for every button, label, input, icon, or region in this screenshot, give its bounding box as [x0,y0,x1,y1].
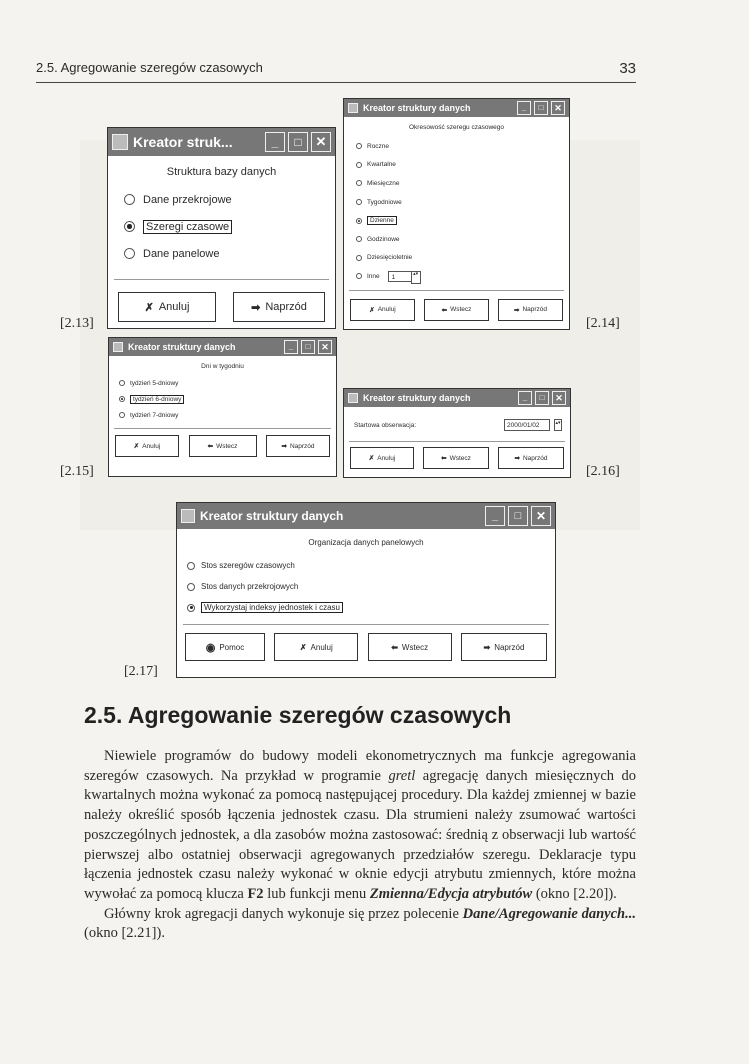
radio-button[interactable] [119,380,125,386]
running-head-title: 2.5. Agregowanie szeregów czasowych [36,60,263,75]
arrow-left-icon: ⬅ [441,306,448,314]
close-icon[interactable]: ✕ [531,506,551,526]
minimize-icon[interactable]: _ [485,506,505,526]
next-button[interactable]: ➡ Naprzód [498,447,564,469]
option-stacked-time-series[interactable]: Stos szeregów czasowych [187,555,555,576]
header-rule [36,82,636,83]
maximize-icon[interactable]: □ [288,132,308,152]
window-2-17 [176,502,556,678]
x-icon: ✗ [369,306,375,314]
key-name: F2 [247,885,264,902]
minimize-icon[interactable]: _ [284,340,298,354]
arrow-right-icon: ➡ [513,306,520,314]
page-number: 33 [619,60,636,77]
radio-button[interactable] [356,199,362,205]
panel-options [177,547,555,618]
option-other[interactable]: Inne 1 ▴▾ [356,267,569,286]
arrow-right-icon: ➡ [514,455,520,462]
button-row [344,291,569,321]
option-cross-section[interactable]: Dane przekrojowe [124,186,335,213]
start-observation-input[interactable]: 2000/01/02 [504,419,550,431]
option-hourly[interactable]: Godzinowe [356,230,569,249]
cancel-button[interactable]: ✗ Anuluj [350,447,414,469]
window-title: Kreator struktury danych [200,509,344,523]
back-button[interactable]: ⬅ Wstecz [423,447,489,469]
start-observation-row [344,407,570,431]
menu-path: Zmienna/Edycja atrybutów [369,885,533,902]
window-title: Kreator struktury danych [363,393,471,403]
radio-button[interactable] [356,218,362,224]
option-7-day-week[interactable]: tydzień 7-dniowy [119,407,336,423]
option-yearly[interactable]: Roczne [356,137,569,156]
close-icon[interactable]: ✕ [311,132,331,152]
option-use-index-variables[interactable]: Wykorzystaj indeksy jednostek i czasu [187,597,555,618]
title-bar [344,389,570,407]
option-quarterly[interactable]: Kwartalne [356,156,569,175]
figure-label-2-16: [2.16] [586,464,620,479]
dialog-caption: Organizacja danych panelowych [308,538,424,547]
x-icon: ✗ [133,443,140,450]
minimize-icon[interactable]: _ [265,132,285,152]
next-button[interactable]: ➡ Naprzód [233,292,325,322]
paragraph-1: Niewiele programów do budowy modeli ekonometrycznych ma funkcje agregowania szeregów czasowych. Na przykład w programie gretl agregację danych miesięcznych do kwartalnych można wykonać za pomocą następującej procedury. Dla każdej zmiennej w bazie należy określić sposób łączenia jednostek czasu. Dla strumieni należy zsumować wartości poszczególnych jednostek, a dla zasobów można zastosować: średnią z obserwacji lub wartość pierwszej albo ostatniej obserwacji agregowanych przedziałów szeregu. Deklaracje typu łączenia jednostek czasu należy wykonać w oknie edycji atrybutu zmiennych, które można wywołać za pomocą klucza F2 lub funkcji menu Zmienna/Edycja atrybutów (okno [2.20]). [84,748,636,902]
figure-label-2-15: [2.15] [60,464,94,479]
next-button[interactable]: ➡ Naprzód [461,633,547,661]
close-icon[interactable]: ✕ [552,391,566,405]
gimp-icon [348,393,358,403]
minimize-icon[interactable]: _ [517,101,531,115]
next-button[interactable]: ➡ Naprzód [266,435,330,457]
radio-button[interactable] [124,248,135,259]
x-icon: ✗ [368,455,375,462]
button-row [177,625,555,661]
window-title: Kreator struk... [133,134,233,150]
radio-button[interactable] [119,396,125,402]
section-heading: 2.5. Agregowanie szeregów czasowych [84,702,512,728]
arrow-right-icon: ➡ [251,301,261,314]
gimp-icon [181,509,195,523]
frequency-options [344,131,569,286]
gimp-icon [113,342,123,352]
option-time-series[interactable]: Szeregi czasowe [124,213,335,240]
x-icon: ✗ [144,301,154,314]
window-2-14 [343,98,570,330]
radio-button[interactable] [187,604,195,612]
arrow-right-icon: ➡ [483,642,491,652]
radio-button[interactable] [187,562,195,570]
title-bar [108,128,335,156]
back-button[interactable]: ⬅ Wstecz [368,633,452,661]
x-icon: ✗ [299,642,307,652]
radio-button[interactable] [187,583,195,591]
cancel-button[interactable]: ✗ Anuluj [118,292,216,322]
back-button[interactable]: ⬅ Wstecz [424,299,489,321]
dialog-caption: Dni w tygodniu [201,363,244,370]
cancel-button[interactable]: ✗ Anuluj [274,633,358,661]
radio-button[interactable] [356,143,362,149]
dialog-caption: Struktura bazy danych [166,166,277,178]
window-title: Kreator struktury danych [128,342,236,352]
radio-button[interactable] [356,180,362,186]
title-bar [109,338,336,356]
minimize-icon[interactable]: _ [518,391,532,405]
back-button[interactable]: ⬅ Wstecz [189,435,257,457]
figure-label-2-13: [2.13] [60,316,94,331]
option-5-day-week[interactable]: tydzień 5-dniowy [119,375,336,391]
maximize-icon[interactable]: □ [301,340,315,354]
close-icon[interactable]: ✕ [318,340,332,354]
dialog-caption: Okresowość szeregu czasowego [408,124,504,131]
option-panel[interactable]: Dane panelowe [124,240,335,267]
option-daily[interactable]: Dzienne [356,211,569,230]
spinner-arrows-icon[interactable]: ▴▾ [411,271,421,284]
radio-button[interactable] [356,255,362,261]
radio-button[interactable] [119,412,125,418]
maximize-icon[interactable]: □ [508,506,528,526]
window-title: Kreator struktury danych [363,103,471,113]
option-monthly[interactable]: Miesięczne [356,174,569,193]
radio-button[interactable] [124,221,135,232]
close-icon[interactable]: ✕ [551,101,565,115]
arrow-right-icon: ➡ [281,443,287,450]
button-row [109,429,336,457]
arrow-left-icon: ⬅ [441,455,447,462]
title-bar [344,99,569,117]
structure-options [108,178,335,267]
option-stacked-cross-sections[interactable]: Stos danych przekrojowych [187,576,555,597]
arrow-left-icon: ⬅ [207,443,214,450]
lifebuoy-icon: ◉ [205,641,216,654]
spinner-arrows-icon[interactable]: ▴▾ [554,419,562,431]
maximize-icon[interactable]: □ [535,391,549,405]
button-row [344,442,570,469]
option-decennial[interactable]: Dziesięcioletnie [356,249,569,268]
running-head [36,60,636,75]
radio-button[interactable] [356,162,362,168]
body-text [84,747,636,944]
start-observation-label: Startowa obserwacja: [354,421,417,429]
cancel-button[interactable]: ✗ Anuluj [350,299,415,321]
window-2-15 [108,337,337,477]
title-bar [177,503,555,529]
gimp-icon [112,134,128,150]
arrow-left-icon: ⬅ [391,642,398,652]
button-row [108,280,335,322]
option-weekly[interactable]: Tygodniowe [356,193,569,212]
maximize-icon[interactable]: □ [534,101,548,115]
window-2-13 [107,127,336,329]
week-options [109,370,336,423]
paragraph-2: Główny krok agregacji danych wykonuje się przez polecenie Dane/Agregowanie danych... (okno [2.21]). [84,905,636,942]
option-6-day-week[interactable]: tydzień 6-dniowy [119,391,336,407]
menu-path: Dane/Agregowanie danych... [462,905,636,922]
gimp-icon [348,103,358,113]
radio-button[interactable] [124,194,135,205]
next-button[interactable]: ➡ Naprzód [498,299,563,321]
figure-label-2-14: [2.14] [586,316,620,331]
other-value-spinner[interactable]: 1 ▴▾ [388,271,412,282]
software-name: gretl [388,767,416,784]
radio-button[interactable] [356,273,362,279]
help-button[interactable]: ◉ Pomoc [185,633,265,661]
radio-button[interactable] [356,236,362,242]
cancel-button[interactable]: ✗ Anuluj [115,435,179,457]
figure-label-2-17: [2.17] [124,664,158,679]
window-2-16 [343,388,571,478]
